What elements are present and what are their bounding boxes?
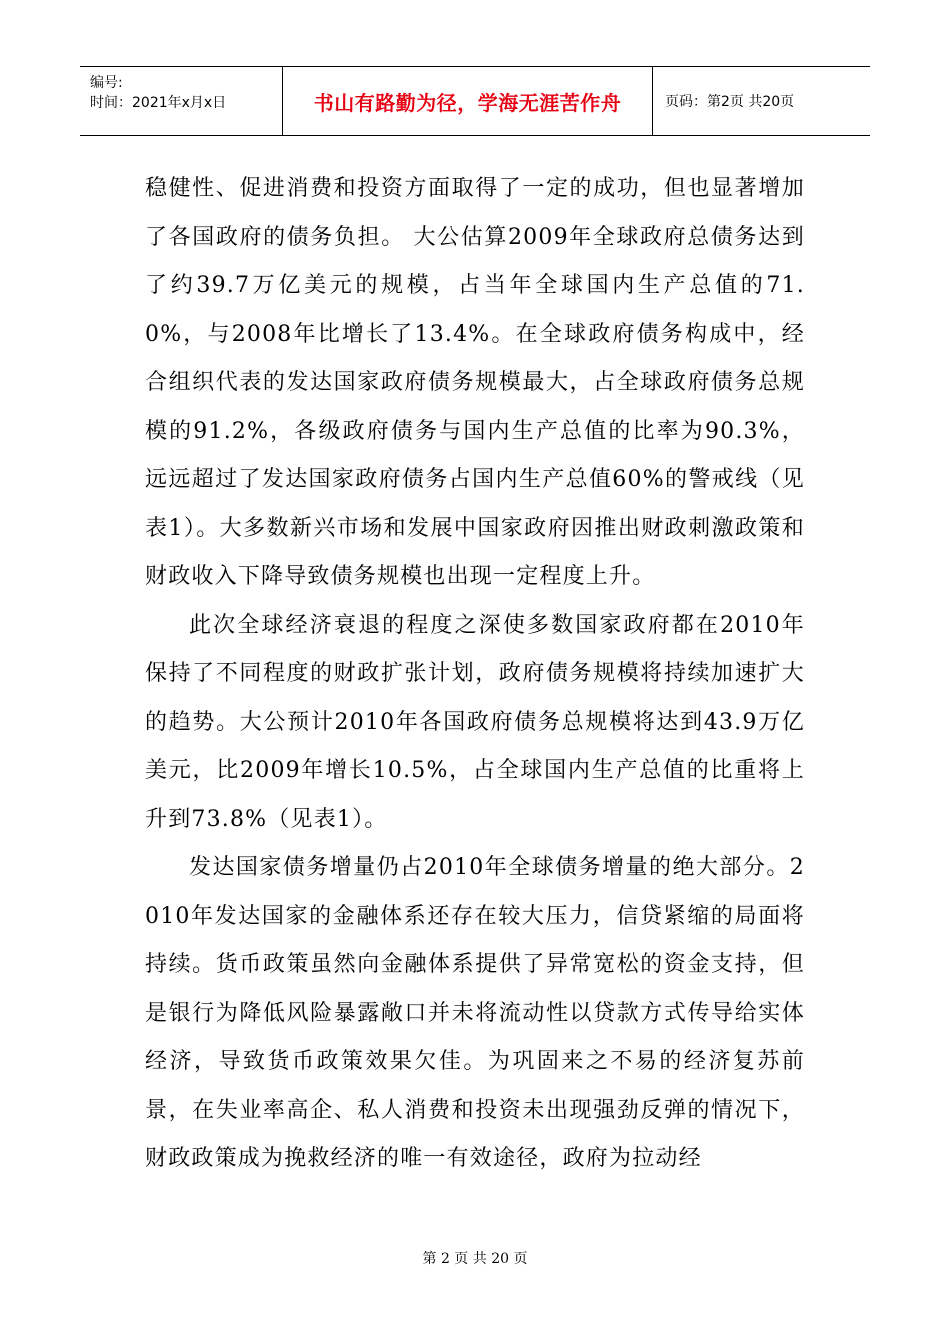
page-code: 页码：第2页 共20页 xyxy=(665,94,795,110)
header-motto-cell xyxy=(283,67,653,135)
page-header xyxy=(80,66,870,136)
time-label: 时间：2021年x月x日 xyxy=(90,95,227,111)
header-page-cell xyxy=(653,67,870,135)
page-footer: 第 2 页 共 20 页 xyxy=(422,1251,528,1267)
paragraph-3: 发达国家债务增量仍占2010年全球债务增量的绝大部分。2010年发达国家的金融体系还存在较大压力，信贷紧缩的局面将持续。货币政策虽然向金融体系提供了异常宽松的资金支持，但是银行为降低风险暴露敞口并未将流动性以贷款方式传导给实体经济，导致货币政策效果欠佳。为巩固来之不易的经济复苏前景，在失业率高企、私人消费和投资未出现强劲反弹的情况下，财政政策成为挽救经济的唯一有效途径，政府为拉动经 xyxy=(145,855,805,1171)
paragraph-2: 此次全球经济衰退的程度之深使多数国家政府都在2010年保持了不同程度的财政扩张计划，政府债务规模将持续加速扩大的趋势。大公预计2010年各国政府债务总规模将达到43.9万亿美元，比2009年增长10.5%，占全球国内生产总值的比重将上升到73.8%（见表1）。 xyxy=(145,612,805,832)
motto-text: 书山有路勤为径，学海无涯苦作舟 xyxy=(313,90,622,115)
document-body xyxy=(145,165,805,1184)
number-label: 编号: xyxy=(90,75,123,91)
paragraph-1: 稳健性、促进消费和投资方面取得了一定的成功，但也显著增加了各国政府的债务负担。 大公估算2009年全球政府总债务达到了约39.7万亿美元的规模，占当年全球国内生产总值的71.0%，与2008年比增长了13.4%。在全球政府债务构成中，经合组织代表的发达国家政府债务规模最大，占全球政府债务总规模的91.2%，各级政府债务与国内生产总值的比率为90.3%，远远超过了发达国家政府债务占国内生产总值60%的警戒线（见表1）。大多数新兴市场和发展中国家政府因推出财政刺激政策和财政收入下降导致债务规模也出现一定程度上升。 xyxy=(145,176,805,589)
header-meta-cell xyxy=(80,67,283,135)
